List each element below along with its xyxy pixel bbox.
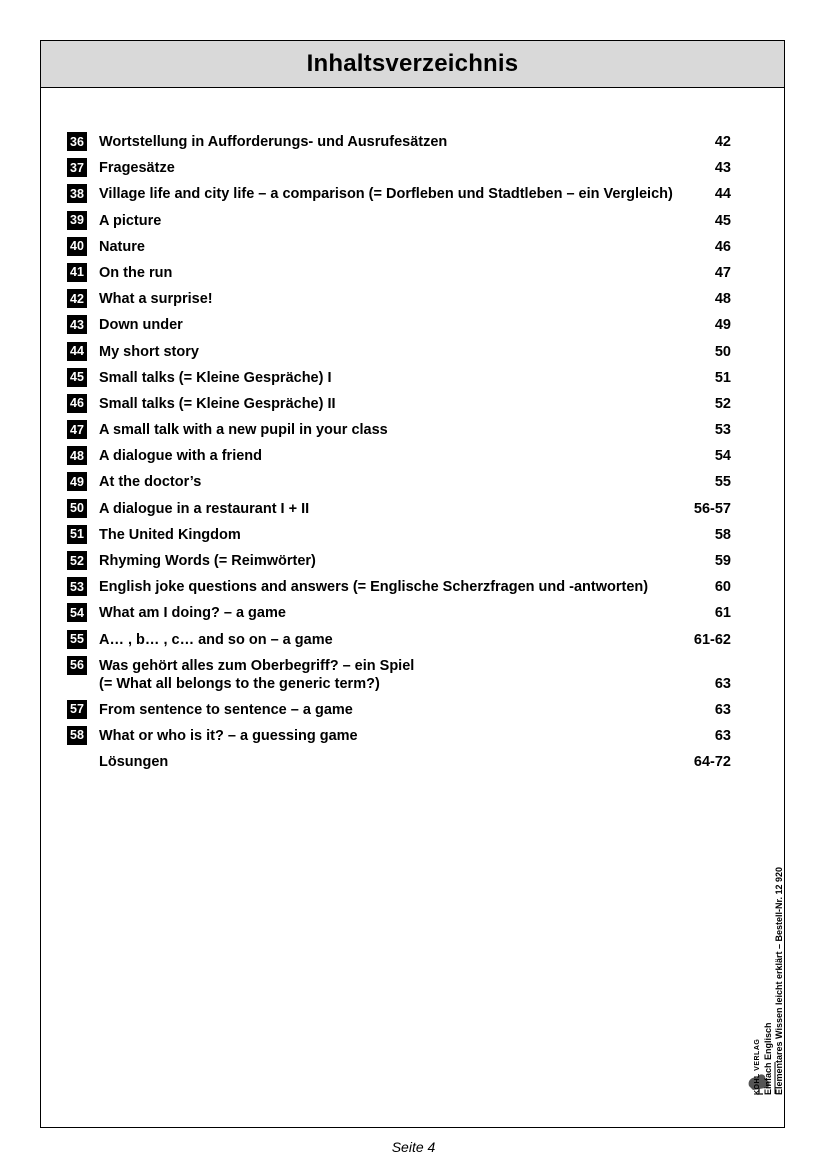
toc-entry-page: 46	[714, 238, 731, 255]
toc-entry-title	[99, 186, 673, 202]
toc-entry-title-line: A small talk with a new pupil in your class	[99, 422, 388, 439]
toc-entry	[67, 394, 731, 420]
chapter-number-badge: 48	[67, 446, 87, 465]
toc-entry-page: 54	[714, 448, 731, 465]
toc-entry-title	[99, 344, 199, 360]
toc-entry-title	[99, 134, 447, 150]
chapter-number-badge: 38	[67, 184, 87, 203]
page-frame	[40, 40, 785, 1128]
toc-entry-title-line: A… , b… , c… and so on – a game	[99, 631, 333, 648]
page-number: Seite 4	[391, 1139, 436, 1155]
toc-entry-title	[99, 754, 168, 770]
toc-entry-title	[99, 474, 201, 490]
chapter-number-badge: 40	[67, 237, 87, 256]
chapter-number-badge: 58	[67, 726, 87, 745]
toc-entry-title	[99, 396, 336, 412]
toc-entry	[67, 211, 731, 237]
page-title: Inhaltsverzeichnis	[306, 50, 519, 77]
toc-entry-page: 42	[714, 134, 731, 150]
toc-entry-page: 63	[714, 727, 731, 744]
toc-entry-title	[99, 605, 286, 621]
toc-entry-title-line: Small talks (= Kleine Gespräche) I	[99, 369, 332, 386]
chapter-number-badge: 54	[67, 603, 87, 622]
toc-entry	[67, 700, 731, 726]
toc-entry	[67, 577, 731, 603]
toc-entry-page: 56-57	[693, 500, 731, 517]
toc-entry-title-line: Fragesätze	[99, 160, 175, 177]
book-subtitle-order-number: Elementares Wissen leicht erklärt – Bestell-Nr. 12 920	[774, 866, 784, 1095]
toc-entry-page: 43	[714, 160, 731, 177]
chapter-number-badge: 43	[67, 315, 87, 334]
toc-entry-page: 53	[714, 422, 731, 439]
chapter-number-badge: 45	[67, 368, 87, 387]
toc-entry-title-line: What a surprise!	[99, 291, 213, 308]
chapter-number-badge: 42	[67, 289, 87, 308]
chapter-number-badge: 46	[67, 394, 87, 413]
toc-entry-title-line: Down under	[99, 317, 183, 334]
title-bar	[41, 41, 784, 88]
toc-entry-page: 63	[714, 701, 731, 718]
toc-entry-title-line-2: (= What all belongs to the generic term?)	[99, 675, 380, 692]
toc-entry	[67, 263, 731, 289]
toc-entry-title-line: A dialogue in a restaurant I + II	[99, 500, 310, 517]
toc-entry-title-line: Rhyming Words (= Reimwörter)	[99, 553, 316, 569]
chapter-number-badge: 57	[67, 700, 87, 719]
toc-entry	[67, 289, 731, 315]
toc-entry-page: 50	[714, 343, 731, 360]
toc-entry-title	[99, 370, 332, 386]
toc-entry-title-line: Lösungen	[99, 754, 169, 771]
toc-entry-title	[99, 422, 388, 438]
toc-entry	[67, 184, 731, 210]
chapter-number-badge: 53	[67, 577, 87, 596]
toc-entry-title-line: What or who is it? – a guessing game	[99, 727, 358, 744]
table-of-contents	[67, 132, 731, 778]
chapter-number-badge: 44	[67, 342, 87, 361]
toc-entry-title-line: A picture	[99, 212, 162, 229]
toc-entry-page: 55	[714, 474, 731, 491]
toc-entry-page: 64-72	[693, 754, 731, 771]
toc-entry-page: 45	[714, 212, 731, 229]
toc-entry-title-line: Small talks (= Kleine Gespräche) II	[99, 395, 336, 412]
toc-entry	[67, 342, 731, 368]
toc-entry	[67, 158, 731, 184]
chapter-number-badge: 56	[67, 656, 87, 675]
toc-entry-title-line: My short story	[99, 343, 199, 360]
toc-entry-title	[99, 632, 333, 648]
toc-entry	[67, 368, 731, 394]
toc-entry-page: 60	[714, 579, 731, 596]
toc-entry-title-line: A dialogue with a friend	[99, 448, 262, 465]
toc-entry-title	[99, 702, 353, 718]
toc-entry	[67, 237, 731, 263]
toc-entry-title-line: Village life and city life – a comparison (= Dorfleben und Stadtleben – ein Vergleich)	[99, 186, 673, 203]
toc-entry-page: 61	[714, 605, 731, 622]
chapter-number-badge: 41	[67, 263, 87, 282]
toc-entry	[67, 603, 731, 629]
toc-entry-page: 48	[714, 291, 731, 308]
chapter-number-badge: 52	[67, 551, 87, 570]
toc-entry	[67, 315, 731, 341]
toc-entry-title	[99, 239, 145, 255]
toc-entry-page: 58	[714, 526, 731, 543]
toc-entry-page: 63	[714, 675, 731, 692]
side-credit	[752, 867, 785, 1095]
toc-entry-title-line: The United Kingdom	[99, 526, 241, 543]
toc-entry-title-line: Wortstellung in Aufforderungs- und Ausrufesätzen	[99, 134, 448, 150]
toc-entry-title	[99, 553, 316, 569]
chapter-number-badge: 49	[67, 472, 87, 491]
toc-entry-page: 51	[714, 369, 731, 386]
toc-entry-title	[99, 658, 414, 692]
toc-entry-title	[99, 579, 648, 595]
toc-entry	[67, 525, 731, 551]
toc-entry-title-line: Nature	[99, 238, 145, 255]
series-title: Einfach Englisch	[763, 1022, 773, 1095]
toc-entry-title-line: Was gehört alles zum Oberbegriff? – ein Spiel	[99, 657, 415, 674]
chapter-number-badge: 51	[67, 525, 87, 544]
toc-entry	[67, 752, 731, 778]
chapter-number-badge: 47	[67, 420, 87, 439]
toc-entry	[67, 551, 731, 577]
toc-entry-page: 59	[714, 553, 731, 569]
toc-entry	[67, 132, 731, 158]
toc-entry	[67, 726, 731, 752]
chapter-number-badge: 37	[67, 158, 87, 177]
toc-entry-title	[99, 265, 172, 281]
chapter-number-badge: 55	[67, 630, 87, 649]
toc-entry-title-line: English joke questions and answers (= Englische Scherzfragen und -antworten)	[99, 579, 649, 596]
toc-entry-title	[99, 160, 175, 176]
chapter-number-badge: 39	[67, 211, 87, 230]
toc-entry-page: 49	[714, 317, 731, 334]
toc-entry-page: 61-62	[693, 631, 731, 648]
toc-entry	[67, 630, 731, 656]
toc-entry	[67, 472, 731, 498]
logo-text: KOHL VERLAG	[754, 1038, 761, 1095]
toc-entry-title	[99, 527, 241, 543]
toc-entry-title-line: From sentence to sentence – a game	[99, 701, 353, 718]
toc-entry-title	[99, 291, 213, 307]
toc-entry-title	[99, 728, 358, 744]
toc-entry-page: 52	[714, 395, 731, 412]
chapter-number-badge: 36	[67, 132, 87, 151]
toc-entry-title	[99, 448, 262, 464]
toc-entry	[67, 420, 731, 446]
toc-entry-title	[99, 213, 161, 229]
chapter-number-badge: 50	[67, 499, 87, 518]
toc-entry	[67, 656, 731, 700]
toc-entry	[67, 446, 731, 472]
toc-entry-title-line: At the doctor’s	[99, 474, 202, 491]
toc-entry-title	[99, 317, 183, 333]
toc-entry-title-line: What am I doing? – a game	[99, 605, 286, 622]
toc-entry	[67, 499, 731, 525]
toc-entry-page: 47	[714, 264, 731, 281]
toc-entry-title	[99, 501, 309, 517]
toc-entry-page: 44	[714, 186, 731, 203]
toc-entry-title-line: On the run	[99, 264, 173, 281]
